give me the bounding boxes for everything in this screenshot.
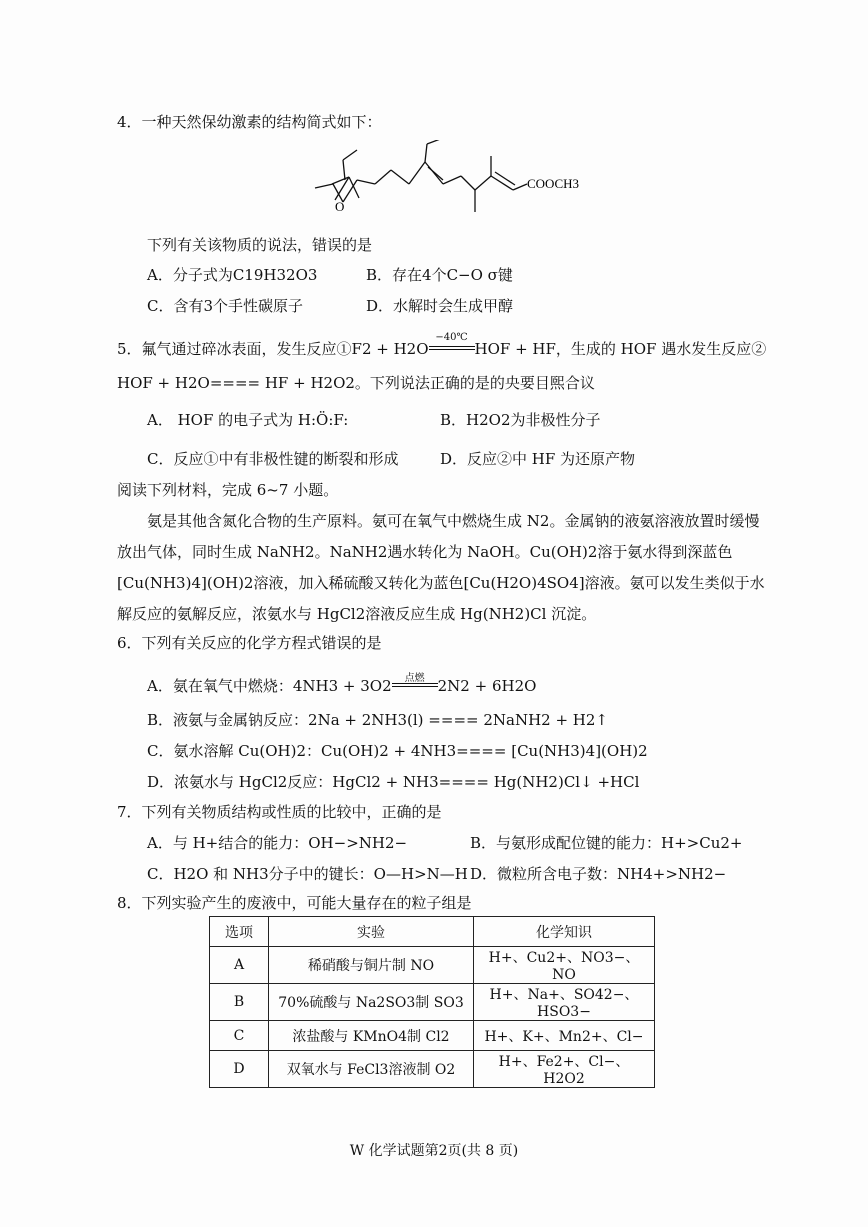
reading-passage: 氨是其他含氮化合物的生产原料。氨可在氧气中燃烧生成 N2。金属钠的液氨溶液放置时缓慢放出气体，同时生成 NaNH2。NaNH2遇水转化为 NaOH。Cu(OH)2溶于氨水得到深蓝色[Cu(NH3)4](OH)2溶液，加入稀硫酸又转化为蓝色[Cu(H2O)4SO4]溶液。氨可以发生类似于水解反应的氨解反应，浓氨水与 HgCl2溶液反应生成 Hg(NH2)Cl 沉淀。 [117, 512, 765, 623]
q6-option-a-part2: 2N2 + 6H2O [437, 677, 537, 695]
q4-option-d: D．水解时会生成甲醇 [366, 297, 514, 315]
table-cell: D [210, 1051, 269, 1088]
q8-table [209, 916, 655, 1088]
q5-stem-part2: HOF + HF，生成的 HOF 遇水发生反应② [474, 340, 767, 358]
table-cell: B [210, 984, 269, 1021]
table-cell: A [210, 947, 269, 984]
table-header-cell: 选项 [210, 917, 269, 947]
q6-option-d: D．浓氨水与 HgCl2反应：HgCl2 + NH3==== Hg(NH2)Cl↓ +HCl [147, 773, 640, 791]
page-footer: W 化学试题第2页(共 8 页) [349, 1143, 519, 1159]
reaction-condition-arrow [429, 332, 475, 354]
material-intro: 阅读下列材料，完成 6~7 小题。 [117, 481, 339, 499]
reaction-condition-label: −40℃ [435, 332, 468, 343]
ignition-condition-label: 点燃 [404, 673, 425, 684]
table-cell: H+、Cu2+、NO3−、NO [474, 947, 655, 984]
q5-option-a: A． HOF 的电子式为 H:Ö:F: [147, 411, 349, 429]
q4-sub-stem: 下列有关该物质的说法，错误的是 [147, 236, 373, 254]
table-row [210, 947, 655, 984]
q7-option-d: D．微粒所含电子数：NH4+>NH2− [470, 865, 727, 883]
q6-option-a [147, 675, 536, 696]
q4-option-a: A．分子式为C19H32O3 [147, 266, 318, 284]
q6-option-c: C．氨水溶解 Cu(OH)2：Cu(OH)2 + 4NH3==== [Cu(NH3)4](OH)2 [147, 742, 648, 760]
table-header-cell: 化学知识 [474, 917, 655, 947]
q5-stem-line2: HOF + H2O==== HF + H2O2。下列说法正确的是的央要目煕合议 [117, 374, 595, 392]
q7-stem: 7．下列有关物质结构或性质的比较中，正确的是 [117, 803, 442, 821]
table-cell: 稀硝酸与铜片制 NO [269, 947, 474, 984]
ester-label: COOCH3 [527, 176, 580, 191]
q4-option-b: B．存在4个C−O σ键 [366, 266, 513, 284]
q6-option-a-part1: A．氨在氧气中燃烧：4NH3 + 3O2 [147, 677, 392, 695]
svg-text:O: O [335, 199, 345, 214]
q4-stem: 4．一种天然保幼激素的结构简式如下： [117, 113, 382, 131]
table-row [210, 984, 655, 1021]
ignition-condition-arrow [392, 673, 438, 691]
q7-option-b: B．与氨形成配位键的能力：H+>Cu2+ [470, 834, 743, 852]
q5-stem-part1: 5．氟气通过碎冰表面，发生反应①F2 + H2O [117, 340, 429, 358]
table-header-row [210, 917, 655, 947]
q7-option-a: A．与 H+结合的能力：OH−>NH2− [147, 834, 408, 852]
table-cell: 双氧水与 FeCl3溶液制 O2 [269, 1051, 474, 1088]
q8-stem: 8．下列实验产生的废液中，可能大量存在的粒子组是 [117, 894, 472, 912]
q4-option-c: C．含有3个手性碳原子 [147, 297, 304, 315]
table-cell: H+、K+、Mn2+、Cl− [474, 1021, 655, 1051]
juvenile-hormone-structure [305, 140, 605, 220]
table-row [210, 1021, 655, 1051]
table-cell: H+、Fe2+、Cl−、H2O2 [474, 1051, 655, 1088]
q5-option-d: D．反应②中 HF 为还原产物 [440, 450, 636, 468]
table-cell: H+、Na+、SO42−、HSO3− [474, 984, 655, 1021]
q6-stem: 6．下列有关反应的化学方程式错误的是 [117, 634, 382, 652]
table-cell: 浓盐酸与 KMnO4制 Cl2 [269, 1021, 474, 1051]
table-row [210, 1051, 655, 1088]
q6-option-b: B．液氨与金属钠反应：2Na + 2NH3(l) ==== 2NaNH2 + H2↑ [147, 711, 609, 729]
q7-option-c: C．H2O 和 NH3分子中的键长：O—H>N—H [147, 865, 468, 883]
q5-option-b: B．H2O2为非极性分子 [440, 411, 601, 429]
table-cell: 70%硫酸与 Na2SO3制 SO3 [269, 984, 474, 1021]
q5-option-c: C．反应①中有非极性键的断裂和形成 [147, 450, 399, 468]
table-header-cell: 实验 [269, 917, 474, 947]
table-cell: C [210, 1021, 269, 1051]
q5-stem-line1 [117, 332, 767, 359]
